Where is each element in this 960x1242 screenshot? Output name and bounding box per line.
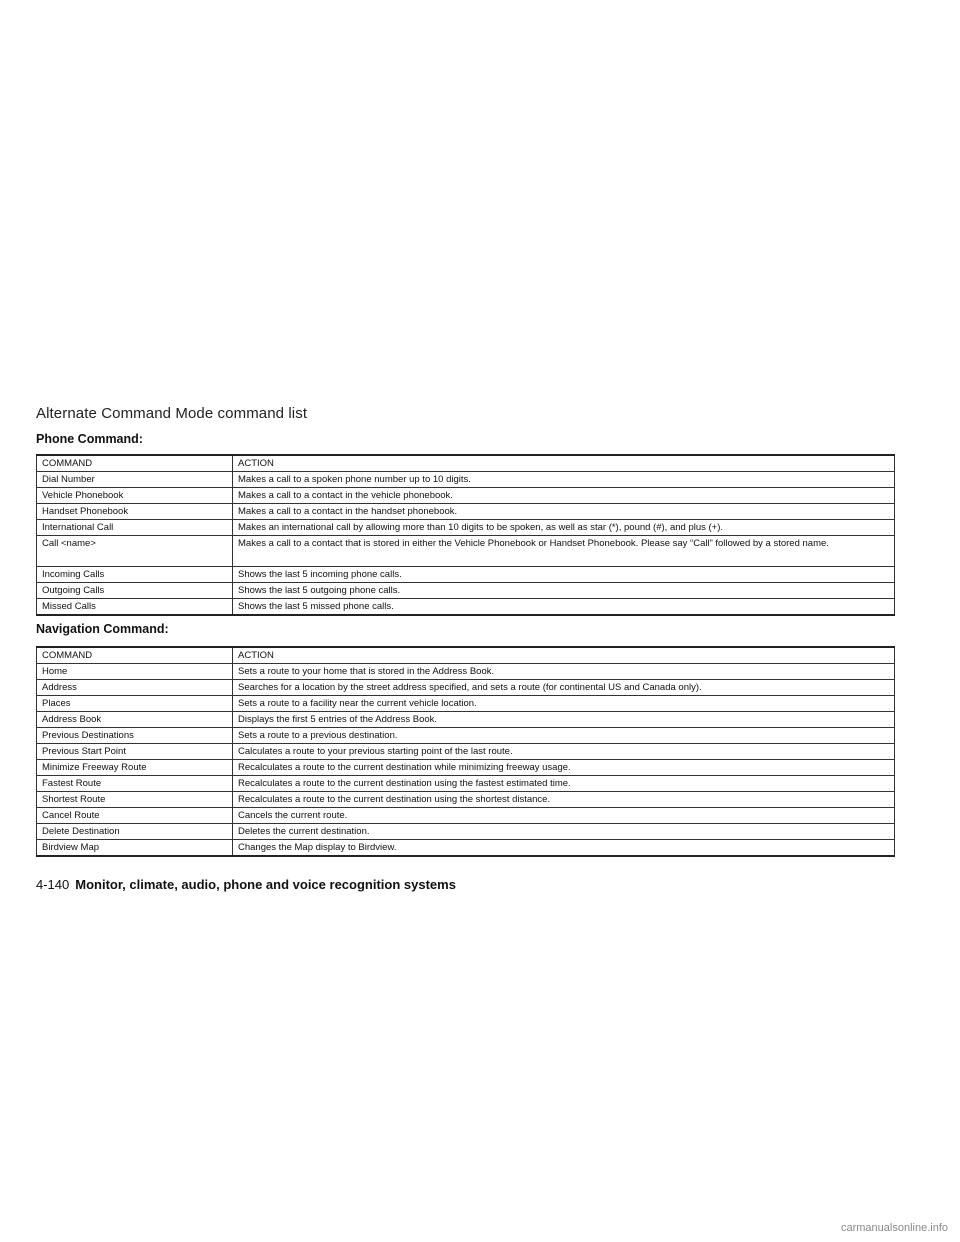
command-cell: Handset Phonebook bbox=[37, 504, 233, 520]
table-row bbox=[37, 583, 895, 599]
page-number: 4-140 bbox=[36, 877, 70, 892]
command-cell: Previous Destinations bbox=[37, 728, 233, 744]
action-cell: Shows the last 5 incoming phone calls. bbox=[233, 567, 895, 583]
table-header-row bbox=[37, 455, 895, 472]
action-cell: Sets a route to a previous destination. bbox=[233, 728, 895, 744]
table-row bbox=[37, 680, 895, 696]
phone-command-table bbox=[36, 454, 895, 616]
table-row bbox=[37, 712, 895, 728]
command-cell: Address bbox=[37, 680, 233, 696]
command-cell: Fastest Route bbox=[37, 776, 233, 792]
table-row bbox=[37, 744, 895, 760]
table-row bbox=[37, 728, 895, 744]
table-row bbox=[37, 567, 895, 583]
table-row bbox=[37, 824, 895, 840]
action-cell: Displays the first 5 entries of the Address Book. bbox=[233, 712, 895, 728]
command-cell: Outgoing Calls bbox=[37, 583, 233, 599]
navigation-command-table bbox=[36, 646, 895, 857]
table-row bbox=[37, 488, 895, 504]
action-cell: Recalculates a route to the current destination using the shortest distance. bbox=[233, 792, 895, 808]
command-cell: International Call bbox=[37, 520, 233, 536]
page-footer bbox=[36, 877, 456, 892]
command-cell: Dial Number bbox=[37, 472, 233, 488]
action-cell: Sets a route to a facility near the current vehicle location. bbox=[233, 696, 895, 712]
table-row bbox=[37, 472, 895, 488]
table-row bbox=[37, 696, 895, 712]
action-cell: Recalculates a route to the current destination while minimizing freeway usage. bbox=[233, 760, 895, 776]
table-row bbox=[37, 808, 895, 824]
command-cell: Delete Destination bbox=[37, 824, 233, 840]
table-row bbox=[37, 520, 895, 536]
table-row bbox=[37, 599, 895, 616]
action-cell: Recalculates a route to the current destination using the fastest estimated time. bbox=[233, 776, 895, 792]
chapter-title: Monitor, climate, audio, phone and voice recognition systems bbox=[75, 877, 456, 892]
column-header-action: ACTION bbox=[233, 455, 895, 472]
table-row bbox=[37, 840, 895, 857]
action-cell: Deletes the current destination. bbox=[233, 824, 895, 840]
action-cell: Makes a call to a contact in the handset phonebook. bbox=[233, 504, 895, 520]
action-cell: Calculates a route to your previous starting point of the last route. bbox=[233, 744, 895, 760]
action-cell: Shows the last 5 outgoing phone calls. bbox=[233, 583, 895, 599]
column-header-action: ACTION bbox=[233, 647, 895, 664]
table-header-row bbox=[37, 647, 895, 664]
action-cell: Makes an international call by allowing more than 10 digits to be spoken, as well as star (*), pound (#), and plus (+). bbox=[233, 520, 895, 536]
action-cell: Makes a call to a spoken phone number up to 10 digits. bbox=[233, 472, 895, 488]
command-cell: Vehicle Phonebook bbox=[37, 488, 233, 504]
command-cell: Cancel Route bbox=[37, 808, 233, 824]
command-cell: Shortest Route bbox=[37, 792, 233, 808]
table-row bbox=[37, 664, 895, 680]
page-title: Alternate Command Mode command list bbox=[36, 405, 308, 422]
command-cell: Places bbox=[37, 696, 233, 712]
column-header-command: COMMAND bbox=[37, 647, 233, 664]
table-row bbox=[37, 776, 895, 792]
command-cell: Incoming Calls bbox=[37, 567, 233, 583]
command-cell: Birdview Map bbox=[37, 840, 233, 857]
navigation-command-heading: Navigation Command: bbox=[36, 622, 169, 636]
action-cell: Cancels the current route. bbox=[233, 808, 895, 824]
column-header-command: COMMAND bbox=[37, 455, 233, 472]
table-row bbox=[37, 536, 895, 567]
command-cell: Address Book bbox=[37, 712, 233, 728]
action-cell: Searches for a location by the street address specified, and sets a route (for continental US and Canada only). bbox=[233, 680, 895, 696]
action-cell: Sets a route to your home that is stored in the Address Book. bbox=[233, 664, 895, 680]
command-cell: Missed Calls bbox=[37, 599, 233, 616]
command-cell: Minimize Freeway Route bbox=[37, 760, 233, 776]
action-cell: Changes the Map display to Birdview. bbox=[233, 840, 895, 857]
action-cell: Shows the last 5 missed phone calls. bbox=[233, 599, 895, 616]
table-row bbox=[37, 792, 895, 808]
watermark: carmanualsonline.info bbox=[840, 1222, 948, 1234]
table-row bbox=[37, 760, 895, 776]
action-cell: Makes a call to a contact in the vehicle phonebook. bbox=[233, 488, 895, 504]
command-cell: Home bbox=[37, 664, 233, 680]
command-cell: Call <name> bbox=[37, 536, 233, 567]
phone-command-heading: Phone Command: bbox=[36, 432, 143, 446]
command-cell: Previous Start Point bbox=[37, 744, 233, 760]
table-row bbox=[37, 504, 895, 520]
action-cell: Makes a call to a contact that is stored in either the Vehicle Phonebook or Handset Phonebook. Please say “Call” followed by a stored name. bbox=[233, 536, 895, 567]
